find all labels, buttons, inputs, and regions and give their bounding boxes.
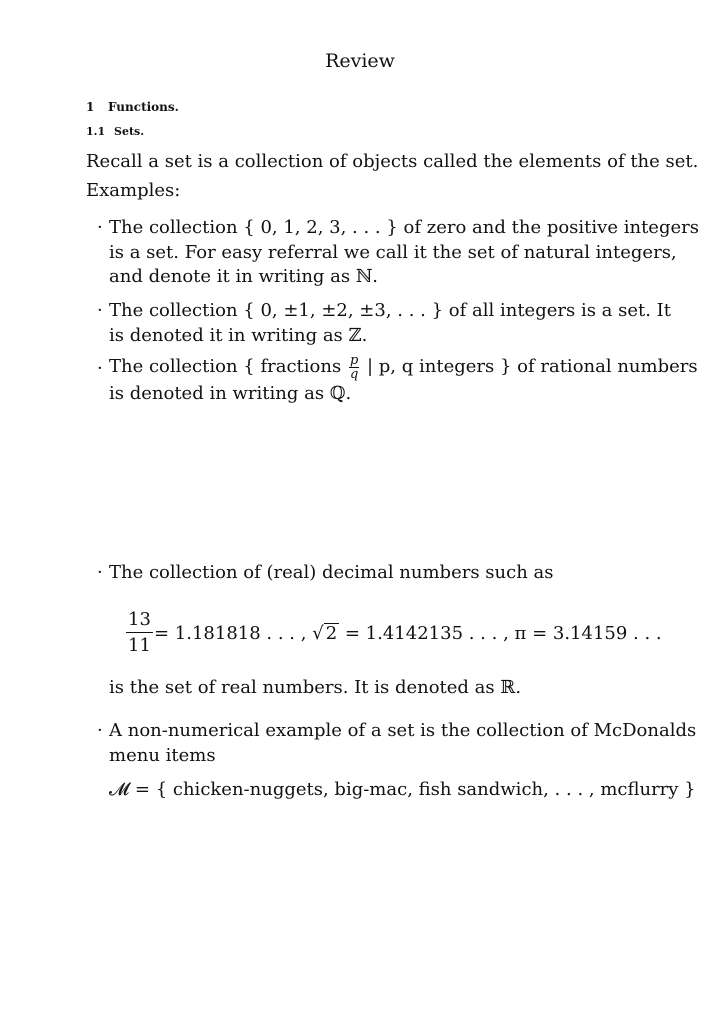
bullet4-line3: is the set of real numbers. It is denoted as ℝ. [109, 677, 522, 698]
fraction-13-over-11 [126, 611, 153, 655]
bullet-marker: · [97, 217, 103, 238]
bullet-marker: · [97, 562, 103, 583]
bullet-marker: · [97, 300, 103, 321]
section-heading-functions [86, 100, 179, 114]
fraction-numerator: 13 [126, 611, 153, 633]
sqrt-argument: 2 [325, 623, 338, 644]
section-number: 1 [86, 100, 95, 114]
intro-paragraph: Recall a set is a collection of objects called the elements of the set. [86, 151, 699, 172]
bullet1-line3: and denote it in writing as ℕ. [109, 266, 379, 287]
subsection-title: Sets. [114, 125, 145, 138]
fraction-denominator: 11 [128, 635, 151, 656]
fraction-denominator: q [349, 366, 359, 382]
decimal-expansion-2: = 1.4142135 . . . , π = 3.14159 . . . [344, 623, 662, 644]
bullet2-line2: is denoted it in writing as ℤ. [109, 325, 368, 346]
subsection-heading-sets [86, 125, 144, 138]
bullet3-line1 [109, 352, 698, 382]
bullet3-post: | p, q integers } of rational numbers [367, 356, 698, 377]
section-title: Functions. [108, 100, 179, 114]
bullet1-line1: The collection { 0, 1, 2, 3, . . . } of zero and the positive integers [109, 217, 699, 238]
decimal-expansion-1: = 1.181818 . . . , [154, 623, 307, 644]
bullet-marker: · [97, 358, 103, 379]
bullet3-pre: The collection { fractions [109, 356, 342, 377]
set-symbol-m: 𝓜 [109, 779, 130, 800]
bullet2-line1: The collection { 0, ±1, ±2, ±3, . . . } of all integers is a set. It [109, 300, 672, 321]
bullet-marker: · [97, 720, 103, 741]
bullet4-equation [154, 623, 662, 644]
examples-label: Examples: [86, 180, 181, 201]
bullet5-line1: A non-numerical example of a set is the collection of McDonalds [109, 720, 697, 741]
fraction-p-over-q [349, 354, 359, 381]
bullet5-set-definition [109, 779, 696, 800]
page-title: Review [325, 50, 395, 72]
set-members: = { chicken-nuggets, big-mac, fish sandwich, . . . , mcflurry } [134, 779, 696, 800]
sqrt-symbol: √ [312, 623, 324, 644]
fraction-numerator: p [349, 352, 359, 368]
bullet1-line2: is a set. For easy referral we call it the set of natural integers, [109, 242, 677, 263]
bullet5-line2: menu items [109, 745, 216, 766]
bullet4-line1: The collection of (real) decimal numbers such as [109, 562, 554, 583]
subsection-number: 1.1 [86, 125, 106, 138]
bullet3-line2: is denoted in writing as ℚ. [109, 383, 352, 404]
